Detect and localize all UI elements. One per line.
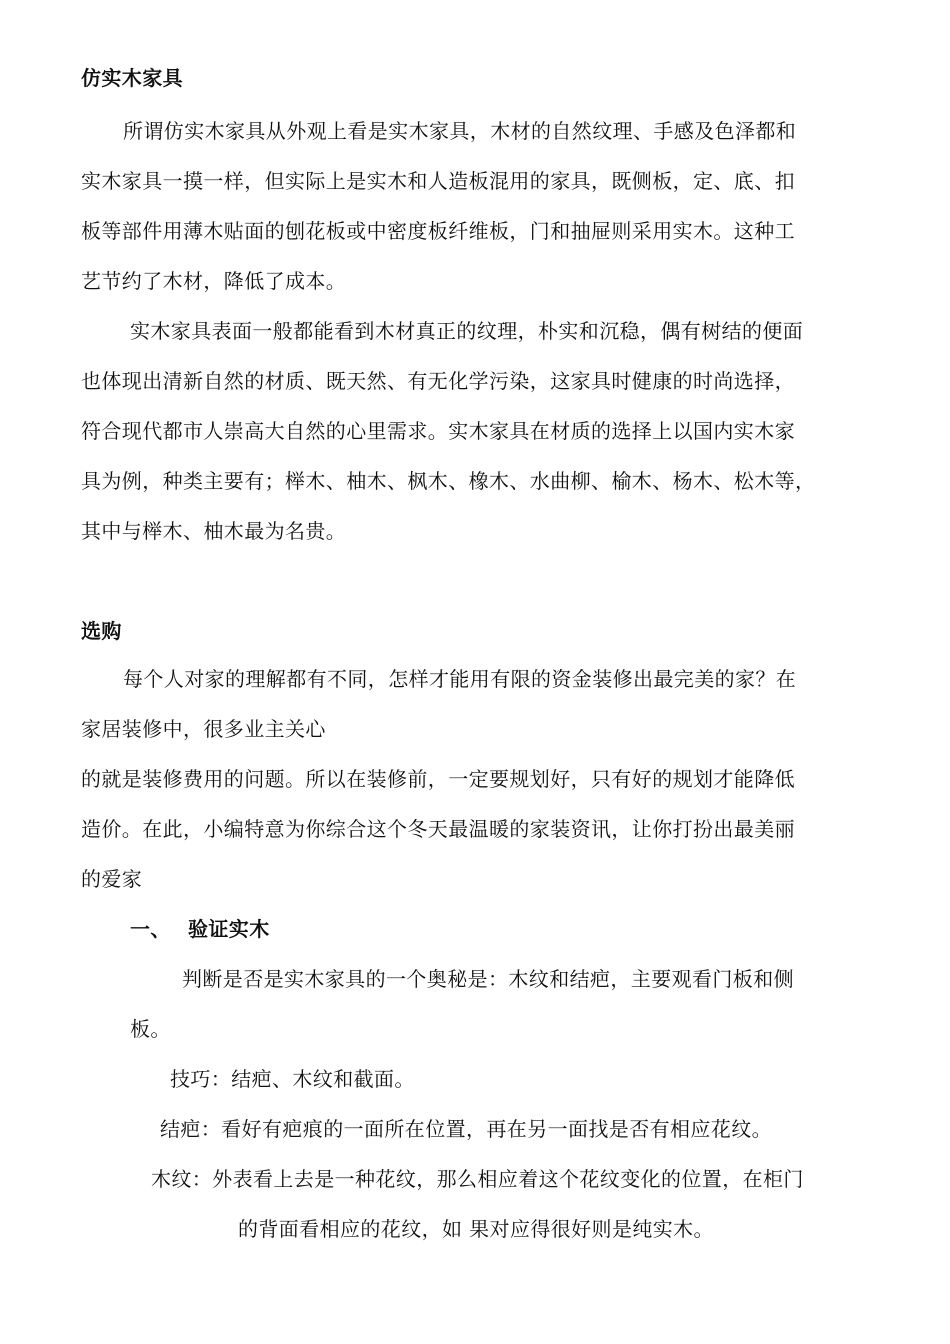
tip-line: 技巧：结疤、木纹和截面。 (170, 1067, 415, 1091)
paragraph-line: 实木家具表面一般都能看到木材真正的纹理，朴实和沉稳，偶有树结的便面 (130, 319, 804, 343)
grain-line: 木纹：外表看上去是一种花纹，那么相应着这个花纹变化的位置，在柜门 (151, 1167, 804, 1191)
paragraph-line: 的爱家 (81, 867, 143, 891)
paragraph-line: 所谓仿实木家具从外观上看是实木家具，木材的自然纹理、手感及色泽都和 (123, 119, 797, 143)
section-title-imitation-solid-wood: 仿实木家具 (81, 66, 183, 90)
paragraph-line: 其中与榉木、柚木最为名贵。 (81, 519, 347, 543)
paragraph-line: 每个人对家的理解都有不同，怎样才能用有限的资金装修出最完美的家？在 (123, 667, 797, 691)
section-title-purchasing: 选购 (81, 619, 122, 643)
paragraph-line: 板。 (130, 1017, 171, 1041)
paragraph-line: 板等部件用薄木贴面的刨花板或中密度板纤维板，门和抽屉则采用实木。这种工 (81, 219, 795, 243)
paragraph-line: 造价。在此，小编特意为你综合这个冬天最温暖的家装资讯，让你打扮出最美丽 (81, 817, 795, 841)
paragraph-line: 判断是否是实木家具的一个奥秘是：木纹和结疤，主要观看门板和侧 (182, 967, 794, 991)
paragraph-line: 艺节约了木材，降低了成本。 (81, 269, 347, 293)
paragraph-line: 符合现代都市人崇高大自然的心里需求。实木家具在材质的选择上以国内实木家 (81, 419, 795, 443)
paragraph-line: 具为例，种类主要有；榉木、柚木、枫木、橡木、水曲柳、榆木、杨木、松木等， (81, 469, 816, 493)
subsection-number: 一、 (130, 917, 171, 941)
paragraph-line: 实木家具一摸一样，但实际上是实木和人造板混用的家具，既侧板，定、底、扣 (81, 169, 795, 193)
paragraph-line: 也体现出清新自然的材质、既天然、有无化学污染，这家具时健康的时尚选择， (81, 369, 795, 393)
knot-line: 结疤：看好有疤痕的一面所在位置，再在另一面找是否有相应花纹。 (160, 1117, 772, 1141)
grain-line: 的背面看相应的花纹，如 果对应得很好则是纯实木。 (238, 1217, 714, 1241)
subsection-title-verify-solid-wood: 验证实木 (188, 917, 270, 941)
paragraph-line: 家居装修中，很多业主关心 (81, 717, 326, 741)
paragraph-line: 的就是装修费用的问题。所以在装修前，一定要规划好，只有好的规划才能降低 (81, 767, 795, 791)
